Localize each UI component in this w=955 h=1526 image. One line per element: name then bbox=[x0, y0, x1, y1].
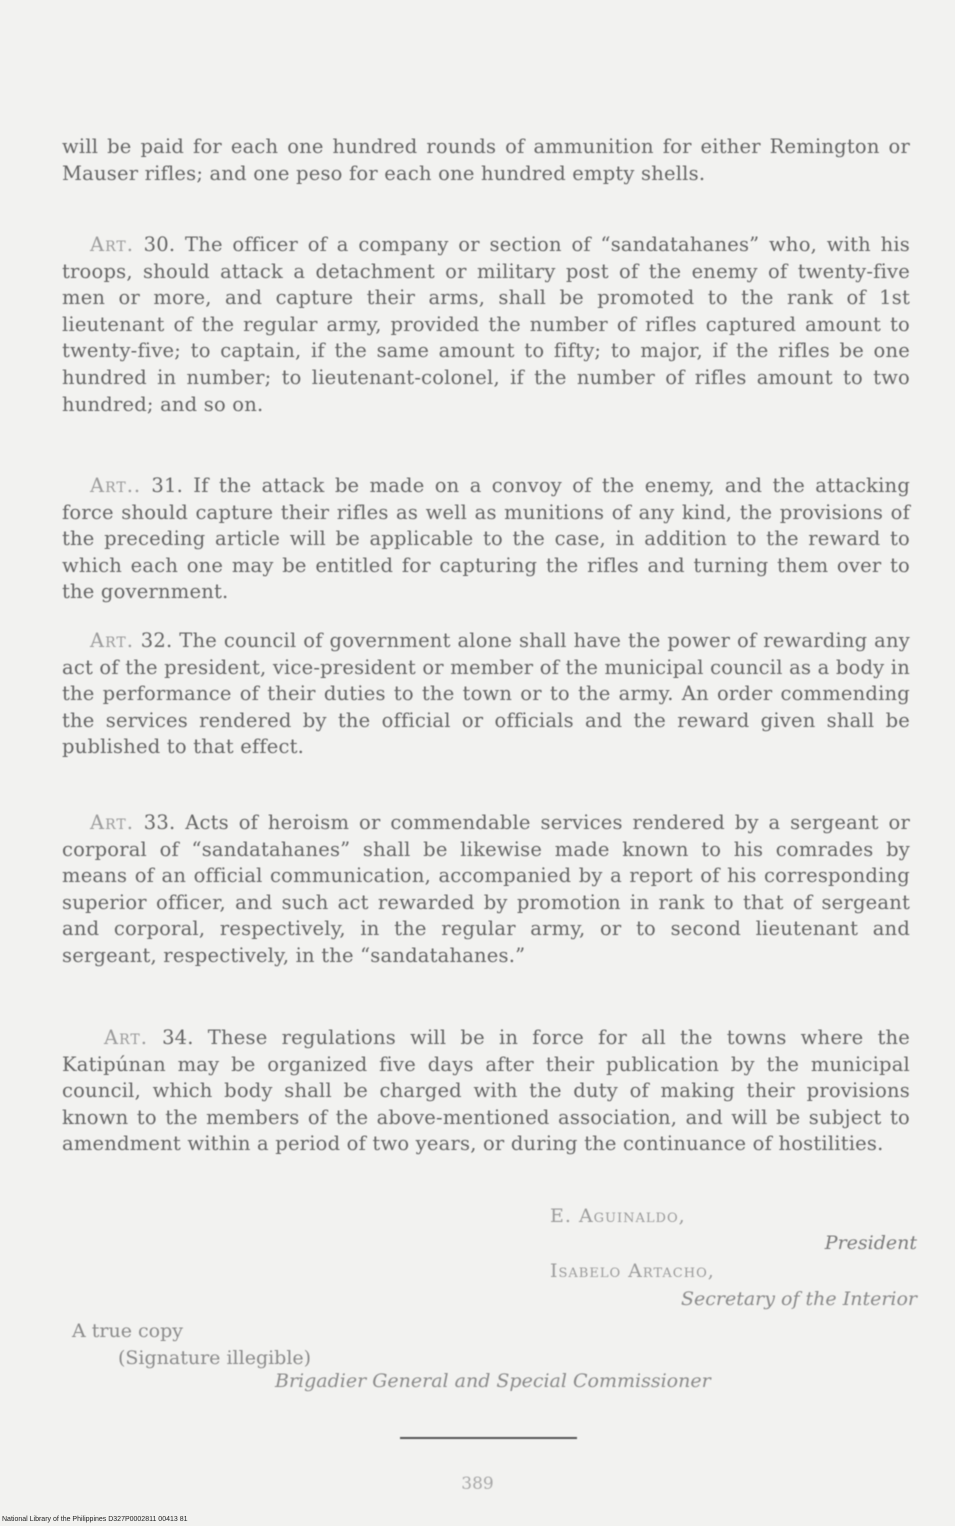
true-copy-label: A true copy bbox=[72, 1320, 183, 1342]
article-prefix: Art. bbox=[104, 1026, 148, 1049]
paragraph-text: 31. If the attack be made on a convoy of the enemy, and the attacking force should capture their rifles as well as munitions of any kind, the provisions of the preceding article will be applicable to the case, in addition to the reward to which each one may be entitled for capturing the rifles and turning them over to the government. bbox=[62, 474, 911, 604]
paragraph-text: 30. The officer of a company or section of “sandatahanes” who, with his troops, should attack a detachment or military post of the enemy of twenty-five men or more, and capture their arms, shall be promoted to the rank of 1st lieutenant of the regular army, provided the number of rifles captured amount to twenty-five; to captain, if the same amount to fifty; to major, if the rifles be one hundred in number; to lieutenant-colonel, if the number of rifles amount to two hundred; and so on. bbox=[62, 233, 910, 416]
page-number: 389 bbox=[461, 1474, 494, 1494]
signatory-title-commissioner: Brigadier General and Special Commissioner bbox=[275, 1370, 711, 1392]
article-prefix: Art. bbox=[90, 629, 134, 652]
article-34 bbox=[62, 1025, 910, 1158]
article-30 bbox=[62, 232, 910, 418]
paragraph-text: 33. Acts of heroism or commendable services rendered by a sergeant or corporal of “sandatahanes” shall be likewise made known to his comrades by means of an official communication, accompanied by a report of his corresponding superior officer, and such act rewarded by promotion in rank to that of sergeant and corporal, respectively, in the regular army, or to second lieutenant and sergeant, respectively, in the “sandatahanes.” bbox=[62, 811, 910, 967]
article-prefix: Art.. bbox=[90, 474, 142, 497]
signatory-title-secretary: Secretary of the Interior bbox=[680, 1288, 917, 1310]
horizontal-rule bbox=[400, 1437, 577, 1439]
signatory-title-president: President bbox=[824, 1232, 917, 1254]
article-prefix: Art. bbox=[90, 811, 134, 834]
signatory-name-aguinaldo: E. Aguinaldo, bbox=[550, 1205, 686, 1227]
signatory-name-artacho: Isabelo Artacho, bbox=[550, 1260, 715, 1282]
paragraph-text: 34. These regulations will be in force for all the towns where the Katipúnan may be organized five days after their publication by the municipal council, which body shall be charged with the duty of making their provisions known to the members of the above-mentioned association, and will be subject to amendment within a period of two years, or during the continuance of hostilities. bbox=[62, 1026, 910, 1156]
paragraph-text: 32. The council of government alone shall have the power of rewarding any act of the president, vice-president or member of the municipal council as a body in the performance of their duties to the town or to the army. An order commending the services rendered by the official or officials and the reward given shall be published to that effect. bbox=[62, 629, 910, 759]
archive-footer: National Library of the Philippines D327P0002811 00413 81 bbox=[2, 1516, 188, 1523]
signature-illegible: (Signature illegible) bbox=[118, 1347, 312, 1369]
paragraph-text: will be paid for each one hundred rounds of ammunition for either Remington or Mauser rifles; and one peso for each one hundred empty shells. bbox=[62, 135, 910, 185]
paragraph-continuation bbox=[62, 134, 910, 187]
article-32 bbox=[62, 628, 910, 761]
article-prefix: Art. bbox=[90, 233, 134, 256]
article-31 bbox=[62, 473, 910, 606]
article-33 bbox=[62, 810, 910, 970]
